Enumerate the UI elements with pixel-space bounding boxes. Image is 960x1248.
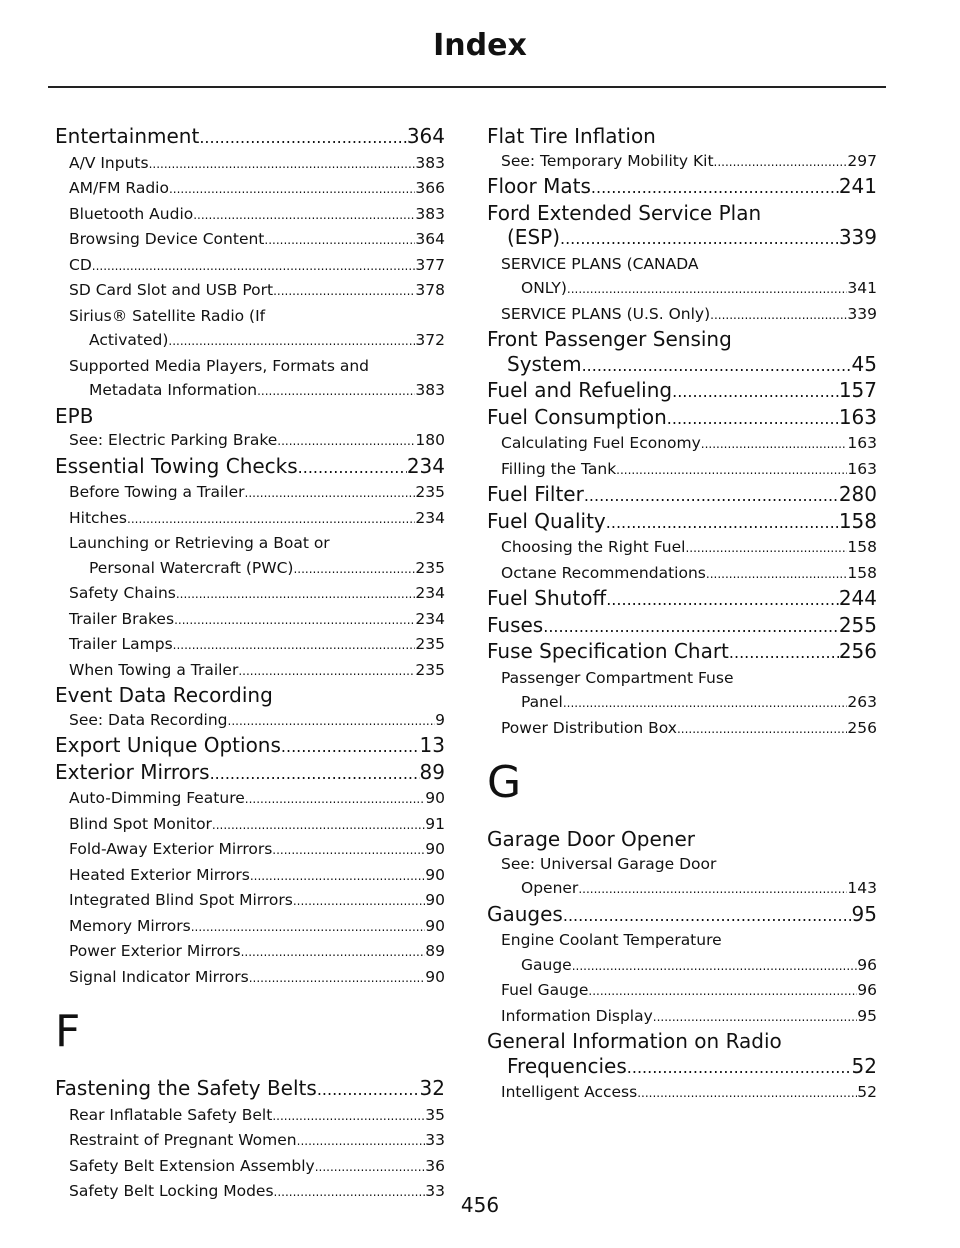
entry-text: SD Card Slot and USB Port bbox=[69, 281, 274, 299]
index-subentry bbox=[55, 202, 445, 228]
index-subentry bbox=[55, 708, 445, 734]
index-subentry bbox=[487, 457, 877, 483]
index-subentry bbox=[55, 1103, 445, 1129]
index-subentry bbox=[55, 1154, 445, 1180]
entry-text: Trailer Brakes bbox=[69, 609, 175, 628]
entry-page: 52 bbox=[857, 1083, 877, 1101]
entry-text: Exterior Mirrors bbox=[55, 759, 210, 784]
index-subentry bbox=[487, 978, 877, 1004]
entry-text: Ford Extended Service Plan bbox=[487, 200, 762, 225]
entry-text: A/V Inputs bbox=[69, 153, 149, 172]
index-subentry bbox=[487, 1080, 877, 1106]
index-entry bbox=[487, 586, 877, 613]
entry-text: Floor Mats bbox=[487, 174, 591, 198]
entry-page: 13 bbox=[419, 733, 445, 757]
dot-leader bbox=[637, 1080, 857, 1106]
entry-text: Rear Inflatable Safety Belt bbox=[69, 1105, 273, 1124]
dot-leader bbox=[238, 658, 415, 684]
index-subentry bbox=[55, 253, 445, 279]
index-subentry bbox=[55, 176, 445, 202]
dot-leader bbox=[701, 431, 848, 457]
dot-leader bbox=[210, 760, 420, 787]
entry-text: See: Temporary Mobility Kit bbox=[501, 151, 714, 170]
entry-page: 163 bbox=[847, 434, 877, 452]
entry-page: 91 bbox=[425, 814, 445, 833]
entry-page: 383 bbox=[415, 153, 445, 172]
dot-leader bbox=[317, 1076, 420, 1103]
entry-text: Fuses bbox=[487, 612, 544, 637]
index-subentry bbox=[55, 354, 445, 404]
entry-page: 244 bbox=[838, 586, 877, 610]
entry-page: 33 bbox=[425, 1182, 445, 1200]
entry-continuation bbox=[69, 556, 445, 582]
entry-text-continued: ONLY) bbox=[521, 279, 567, 297]
entry-page: 158 bbox=[847, 538, 877, 556]
page-title: Index bbox=[433, 28, 527, 63]
dot-leader bbox=[92, 253, 416, 279]
entry-page: 33 bbox=[425, 1131, 445, 1149]
index-subentry bbox=[55, 151, 445, 177]
index-subentry bbox=[487, 852, 877, 902]
entry-page: 280 bbox=[838, 482, 877, 506]
dot-leader bbox=[729, 639, 839, 666]
dot-leader bbox=[672, 378, 839, 405]
index-entry bbox=[487, 124, 877, 149]
page-number: 456 bbox=[460, 1193, 500, 1217]
entry-text: Fuel Shutoff bbox=[487, 586, 607, 610]
index-entry bbox=[487, 201, 877, 252]
index-subentry bbox=[55, 812, 445, 838]
entry-text: Octane Recommendations bbox=[501, 563, 706, 582]
dot-leader bbox=[245, 480, 416, 506]
entry-text: Garage Door Opener bbox=[487, 827, 695, 851]
index-entry bbox=[487, 827, 877, 852]
entry-text: Passenger Compartment Fuse bbox=[501, 668, 734, 687]
title-divider bbox=[48, 86, 886, 88]
index-subentry bbox=[487, 561, 877, 587]
entry-text-continued: Gauge bbox=[521, 955, 572, 974]
index-subentry bbox=[487, 716, 877, 742]
entry-page: 377 bbox=[415, 255, 445, 274]
dot-leader bbox=[293, 888, 425, 914]
entry-text: Flat Tire Inflation bbox=[487, 124, 656, 148]
entry-text: See: Electric Parking Brake bbox=[69, 431, 278, 449]
entry-text: Power Distribution Box bbox=[501, 718, 677, 737]
index-subentry bbox=[487, 149, 877, 175]
entry-page: 9 bbox=[435, 710, 445, 729]
dot-leader bbox=[667, 405, 839, 432]
dot-leader bbox=[584, 482, 839, 509]
dot-leader bbox=[543, 613, 839, 640]
entry-page: 235 bbox=[415, 635, 445, 653]
dot-leader bbox=[563, 690, 848, 716]
entry-text: Safety Belt Extension Assembly bbox=[69, 1156, 315, 1175]
entry-text: Power Exterior Mirrors bbox=[69, 942, 241, 960]
entry-continuation bbox=[501, 953, 877, 979]
index-entry bbox=[55, 683, 445, 708]
dot-leader bbox=[567, 276, 848, 302]
dot-leader bbox=[228, 708, 436, 734]
dot-leader bbox=[627, 1054, 852, 1081]
dot-leader bbox=[272, 1103, 425, 1129]
entry-page: 235 bbox=[415, 558, 445, 577]
entry-page: 96 bbox=[857, 981, 877, 999]
dot-leader bbox=[572, 953, 858, 979]
entry-text: Intelligent Access bbox=[501, 1083, 638, 1101]
entry-text: SERVICE PLANS (CANADA bbox=[501, 254, 699, 273]
entry-text-continued: Panel bbox=[521, 693, 563, 711]
entry-page: 45 bbox=[851, 351, 877, 376]
entry-page: 163 bbox=[838, 404, 877, 429]
entry-continuation bbox=[69, 328, 445, 354]
entry-text: Hitches bbox=[69, 508, 127, 527]
entry-continuation bbox=[487, 225, 877, 252]
entry-continuation bbox=[501, 690, 877, 716]
dot-leader bbox=[273, 278, 415, 304]
index-entry bbox=[55, 733, 445, 760]
index-entry bbox=[487, 1029, 877, 1080]
entry-text: Entertainment bbox=[55, 124, 200, 148]
dot-leader bbox=[606, 509, 839, 536]
index-column-left bbox=[55, 124, 445, 1205]
entry-page: 255 bbox=[838, 612, 877, 637]
entry-text: Filling the Tank bbox=[501, 459, 617, 478]
index-subentry bbox=[55, 658, 445, 684]
entry-text: See: Data Recording bbox=[69, 710, 228, 729]
entry-continuation bbox=[69, 378, 445, 404]
entry-text: Fuel Quality bbox=[487, 508, 606, 533]
dot-leader bbox=[169, 176, 415, 202]
entry-page: 235 bbox=[415, 660, 445, 679]
dot-leader bbox=[677, 716, 847, 742]
entry-text: Before Towing a Trailer bbox=[69, 483, 245, 501]
entry-page: 90 bbox=[425, 891, 445, 909]
index-subentry bbox=[487, 1004, 877, 1030]
section-letter: G bbox=[487, 757, 522, 808]
entry-page: 89 bbox=[425, 942, 445, 960]
entry-page: 339 bbox=[847, 304, 877, 323]
entry-text: Auto-Dimming Feature bbox=[69, 789, 245, 807]
entry-text: Fold-Away Exterior Mirrors bbox=[69, 840, 273, 858]
index-subentry bbox=[487, 302, 877, 328]
entry-text: Safety Belt Locking Modes bbox=[69, 1182, 274, 1200]
entry-page: 341 bbox=[847, 279, 877, 297]
entry-continuation bbox=[501, 876, 877, 902]
entry-page: 143 bbox=[847, 879, 877, 897]
entry-text-continued: Metadata Information bbox=[89, 381, 258, 399]
dot-leader bbox=[272, 837, 425, 863]
index-entry bbox=[487, 639, 877, 666]
entry-text: Browsing Device Content bbox=[69, 230, 265, 248]
index-entry bbox=[487, 613, 877, 640]
entry-page: 364 bbox=[406, 124, 445, 148]
entry-text: Gauges bbox=[487, 901, 563, 926]
dot-leader bbox=[616, 457, 847, 483]
dot-leader bbox=[264, 227, 415, 253]
entry-page: 157 bbox=[838, 378, 877, 402]
entry-page: 96 bbox=[857, 955, 877, 974]
entry-text: Choosing the Right Fuel bbox=[501, 538, 686, 556]
index-entry bbox=[487, 378, 877, 405]
dot-leader bbox=[212, 812, 425, 838]
dot-leader bbox=[582, 352, 852, 379]
entry-page: 36 bbox=[425, 1156, 445, 1175]
index-entry bbox=[487, 482, 877, 509]
index-subentry bbox=[487, 431, 877, 457]
entry-text: Calculating Fuel Economy bbox=[501, 434, 701, 452]
entry-text-continued: System bbox=[507, 351, 582, 376]
entry-text: General Information on Radio bbox=[487, 1029, 782, 1053]
index-subentry bbox=[55, 581, 445, 607]
entry-text: Event Data Recording bbox=[55, 683, 273, 707]
entry-text-continued: (ESP) bbox=[507, 225, 560, 249]
index-entry bbox=[487, 902, 877, 929]
entry-text: Bluetooth Audio bbox=[69, 204, 194, 223]
entry-text: Essential Towing Checks bbox=[55, 453, 298, 478]
dot-leader bbox=[250, 863, 425, 889]
entry-page: 234 bbox=[415, 584, 445, 602]
entry-text: Supported Media Players, Formats and bbox=[69, 356, 370, 375]
dot-leader bbox=[578, 876, 847, 902]
entry-page: 256 bbox=[847, 718, 877, 737]
entry-text: Fuel Consumption bbox=[487, 404, 667, 429]
dot-leader bbox=[168, 328, 415, 354]
dot-leader bbox=[706, 561, 848, 587]
entry-text: AM/FM Radio bbox=[69, 179, 169, 197]
entry-page: 158 bbox=[838, 508, 877, 533]
index-entry bbox=[55, 124, 445, 151]
dot-leader bbox=[563, 902, 852, 929]
entry-text: Safety Chains bbox=[69, 584, 176, 602]
index-entry bbox=[55, 404, 445, 429]
entry-text-continued: Opener bbox=[521, 879, 579, 897]
index-subentry bbox=[55, 837, 445, 863]
index-entry bbox=[487, 327, 877, 378]
entry-page: 32 bbox=[419, 1076, 445, 1100]
entry-page: 52 bbox=[851, 1053, 877, 1078]
entry-text: Blind Spot Monitor bbox=[69, 814, 212, 833]
entry-text: Restraint of Pregnant Women bbox=[69, 1131, 297, 1149]
dot-leader bbox=[315, 1154, 426, 1180]
index-subentry bbox=[487, 535, 877, 561]
index-subentry bbox=[55, 1128, 445, 1154]
entry-page: 372 bbox=[415, 331, 445, 349]
dot-leader bbox=[710, 302, 847, 328]
index-subentry bbox=[55, 227, 445, 253]
entry-page: 90 bbox=[425, 967, 445, 986]
dot-leader bbox=[191, 914, 426, 940]
index-subentry bbox=[55, 888, 445, 914]
dot-leader bbox=[297, 1128, 426, 1154]
index-entry bbox=[55, 1076, 445, 1103]
dot-leader bbox=[173, 632, 416, 658]
entry-page: 180 bbox=[415, 431, 445, 449]
index-entry bbox=[55, 760, 445, 787]
entry-text: Fuel Filter bbox=[487, 482, 584, 506]
entry-page: 95 bbox=[851, 901, 877, 926]
entry-page: 339 bbox=[838, 225, 877, 249]
entry-text: Heated Exterior Mirrors bbox=[69, 865, 250, 884]
entry-continuation bbox=[501, 276, 877, 302]
entry-page: 263 bbox=[847, 693, 877, 711]
entry-page: 90 bbox=[425, 840, 445, 858]
dot-leader bbox=[560, 225, 839, 252]
index-column-right bbox=[487, 124, 877, 1106]
entry-page: 256 bbox=[838, 639, 877, 663]
entry-text-continued: Personal Watercraft (PWC) bbox=[89, 558, 294, 577]
entry-text: EPB bbox=[55, 403, 94, 428]
entry-text: Fuel and Refueling bbox=[487, 378, 673, 402]
entry-continuation bbox=[487, 352, 877, 379]
index-entry bbox=[55, 454, 445, 481]
entry-text: CD bbox=[69, 255, 92, 274]
entry-page: 366 bbox=[415, 179, 445, 197]
entry-page: 90 bbox=[425, 789, 445, 807]
entry-text: Information Display bbox=[501, 1006, 653, 1025]
entry-text: Export Unique Options bbox=[55, 733, 281, 757]
dot-leader bbox=[257, 378, 415, 404]
entry-continuation bbox=[487, 1054, 877, 1081]
entry-page: 234 bbox=[406, 453, 445, 478]
index-subentry bbox=[55, 531, 445, 581]
entry-page: 90 bbox=[425, 865, 445, 884]
dot-leader bbox=[149, 151, 416, 177]
dot-leader bbox=[245, 786, 425, 812]
dot-leader bbox=[281, 733, 420, 760]
index-subentry bbox=[55, 863, 445, 889]
entry-text: Fuel Gauge bbox=[501, 981, 589, 999]
entry-page: 163 bbox=[847, 459, 877, 478]
entry-page: 378 bbox=[415, 281, 445, 299]
index-entry bbox=[487, 174, 877, 201]
entry-page: 90 bbox=[425, 916, 445, 935]
entry-text-continued: Activated) bbox=[89, 331, 169, 349]
entry-page: 241 bbox=[838, 174, 877, 198]
dot-leader bbox=[293, 556, 415, 582]
entry-text: When Towing a Trailer bbox=[69, 660, 239, 679]
index-subentry bbox=[55, 914, 445, 940]
index-entry bbox=[487, 509, 877, 536]
entry-page: 234 bbox=[415, 508, 445, 527]
entry-page: 297 bbox=[847, 151, 877, 170]
entry-page: 383 bbox=[415, 204, 445, 223]
entry-text: Integrated Blind Spot Mirrors bbox=[69, 891, 293, 909]
index-subentry bbox=[55, 480, 445, 506]
entry-text: Engine Coolant Temperature bbox=[501, 931, 722, 949]
section-letter: F bbox=[55, 1006, 81, 1057]
dot-leader bbox=[298, 454, 407, 481]
entry-text: Fuse Specification Chart bbox=[487, 639, 729, 663]
entry-page: 364 bbox=[415, 230, 445, 248]
dot-leader bbox=[685, 535, 847, 561]
dot-leader bbox=[588, 978, 857, 1004]
dot-leader bbox=[277, 428, 415, 454]
index-subentry bbox=[55, 304, 445, 354]
dot-leader bbox=[714, 149, 848, 175]
dot-leader bbox=[249, 965, 426, 991]
index-subentry bbox=[55, 607, 445, 633]
dot-leader bbox=[174, 607, 415, 633]
index-subentry bbox=[487, 928, 877, 978]
dot-leader bbox=[193, 202, 415, 228]
dot-leader bbox=[127, 506, 415, 532]
dot-leader bbox=[176, 581, 416, 607]
entry-text-continued: Frequencies bbox=[507, 1053, 627, 1078]
index-subentry bbox=[55, 939, 445, 965]
entry-text: Memory Mirrors bbox=[69, 916, 191, 935]
index-subentry bbox=[487, 252, 877, 302]
entry-text: Launching or Retrieving a Boat or bbox=[69, 534, 330, 552]
entry-text: Sirius® Satellite Radio (If bbox=[69, 306, 266, 325]
entry-page: 235 bbox=[415, 483, 445, 501]
entry-text: Front Passenger Sensing bbox=[487, 327, 732, 351]
dot-leader bbox=[606, 586, 839, 613]
dot-leader bbox=[199, 124, 406, 151]
index-subentry bbox=[55, 506, 445, 532]
entry-page: 89 bbox=[419, 759, 445, 784]
entry-page: 35 bbox=[425, 1105, 445, 1124]
dot-leader bbox=[591, 174, 839, 201]
entry-page: 234 bbox=[415, 609, 445, 628]
dot-leader bbox=[241, 939, 426, 965]
entry-page: 158 bbox=[847, 563, 877, 582]
entry-text: SERVICE PLANS (U.S. Only) bbox=[501, 304, 711, 323]
entry-text: Trailer Lamps bbox=[69, 635, 173, 653]
index-subentry bbox=[55, 965, 445, 991]
entry-text: See: Universal Garage Door bbox=[501, 854, 717, 873]
index-subentry bbox=[55, 278, 445, 304]
entry-text: Signal Indicator Mirrors bbox=[69, 967, 249, 986]
index-entry bbox=[487, 405, 877, 432]
index-subentry bbox=[55, 632, 445, 658]
entry-text: Fastening the Safety Belts bbox=[55, 1076, 317, 1100]
index-subentry bbox=[55, 428, 445, 454]
index-subentry bbox=[55, 786, 445, 812]
entry-page: 383 bbox=[415, 381, 445, 399]
dot-leader bbox=[653, 1004, 857, 1030]
index-subentry bbox=[487, 666, 877, 716]
entry-page: 95 bbox=[857, 1006, 877, 1025]
